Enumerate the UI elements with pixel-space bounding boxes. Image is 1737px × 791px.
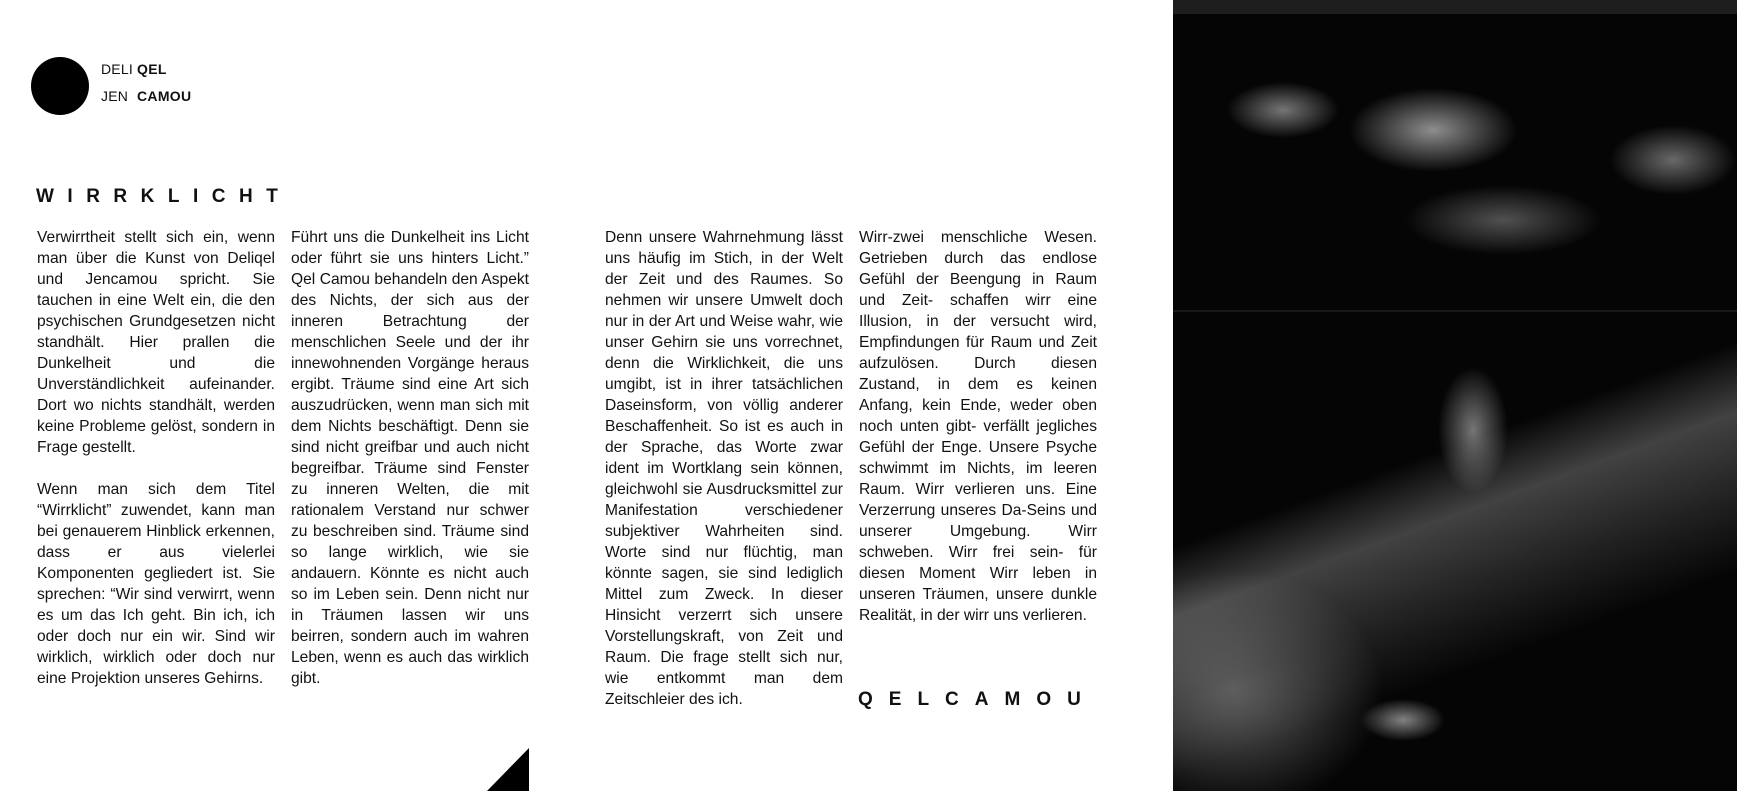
paragraph: Führt uns die Dunkelheit ins Licht oder führt sie uns hinters Licht.” Qel Camou behandeln den Aspekt des Nichts, der sich aus der inneren Betrachtung der menschlichen Seele und der ihr innewohnenden Vorgänge heraus ergibt. Träume sind eine Art sich auszudrücken, wenn man sich mit dem Nichts beschäftigt. Denn sie sind nicht greifbar und auch nicht begreifbar. Träume sind Fenster zu inneren Welten, die mit rationalem Verstand nur schwer zu beschreiben sind. Träume sind so lange wirklich, wie sie andauern. Könnte es nicht auch so im Leben sein. Denn nicht nur in Träumen lassen wir uns beirren, sondern auch im wahren Leben, wenn es auch das wirklich gibt. [291,229,529,687]
photo-seam [1173,310,1737,312]
logo-line-2-bold: CAMOU [137,88,192,104]
logo-circle [31,57,89,115]
paragraph: Denn unsere Wahrnehmung lässt uns häufig im Stich, in der Welt der Zeit und des Raumes. So nehmen wir unsere Umwelt doch nur in der Art und Weise wahr, wie unser Gehirn sie uns vorrechnet, denn die Wirklichkeit, die uns umgibt, ist in ihrer tatsächlichen Daseinsform, von völlig anderer Beschaffenheit. So ist es auch in der Sprache, das Worte zwar ident im Wortklang sein können, gleichwohl sie Ausdrucksmittel zur Manifestation verschiedener subjektiver Wahrheiten sind. Worte sind nur flüchtig, man könnte sagen, sie sind lediglich Mittel zum Zweck. In dieser Hinsicht verzerrt sich unsere Vorstellungskraft, von Zeit und Raum. Die frage stellt sich nur, wie entkommt man dem Zeitschleier des ich. [605,229,843,708]
photo-top-strip [1173,0,1737,14]
text-column-4 [859,227,1097,647]
logo-line-1-thin: DELI [101,61,133,77]
text-column-1 [37,227,275,710]
logo-line-2-thin: JEN [101,88,129,104]
paragraph: Wenn man sich dem Titel “Wirrklicht” zuwendet, kann man bei genauerem Hinblick erkennen, dass er aus vielerlei Komponenten gegliedert ist. Sie sprechen: “Wir sind verwirrt, wenn es um das Ich geht. Bin ich, ich oder doch nur ein wir. Sind wir wirklich, wirklich oder doch nur eine Projektion unseres Gehirns. [37,481,275,687]
text-column-3 [605,227,843,731]
paragraph: Wirr-zwei menschliche Wesen. Getrieben durch das endlose Gefühl der Beengung in Raum und Zeit- schaffen wirr eine Illusion, in der versucht wird, Empfindungen für Raum und Zeit aufzulösen. Durch diesen Zustand, in dem es keinen Anfang, kein Ende, weder oben noch unten gibt- verfällt jegliches Gefühl der Enge. Unsere Psyche schwimmt im Nichts, im leeren Raum. Wirr verlieren uns. Eine Verzerrung unseres Da-Seins und unserer Umgebung. Wirr schweben. Wirr frei sein- für diesen Moment Wirr leben in unseren Träumen, unsere dunkle Realität, in der wirr uns verlieren. [859,229,1097,624]
article-title: WIRRKLICHT [36,186,292,207]
logo-line-2 [101,83,191,110]
logo-line-1-bold: QEL [137,61,167,77]
page-corner-triangle [487,748,529,791]
text-column-2 [291,227,529,710]
logo-wordmark [101,56,191,110]
artwork-photo [1173,0,1737,791]
logo-line-1 [101,56,191,83]
author-signature: QELCAMOU [858,689,1097,710]
paragraph: Verwirrtheit stellt sich ein, wenn man über die Kunst von Deliqel und Jencamou spricht. Sie tauchen in eine Welt ein, die den psychischen Grundgesetzen nicht standhält. Hier prallen die Dunkelheit und die Unverständlichkeit aufeinander. Dort wo nichts standhält, werden keine Probleme gelöst, sondern in Frage gestellt. [37,229,275,456]
